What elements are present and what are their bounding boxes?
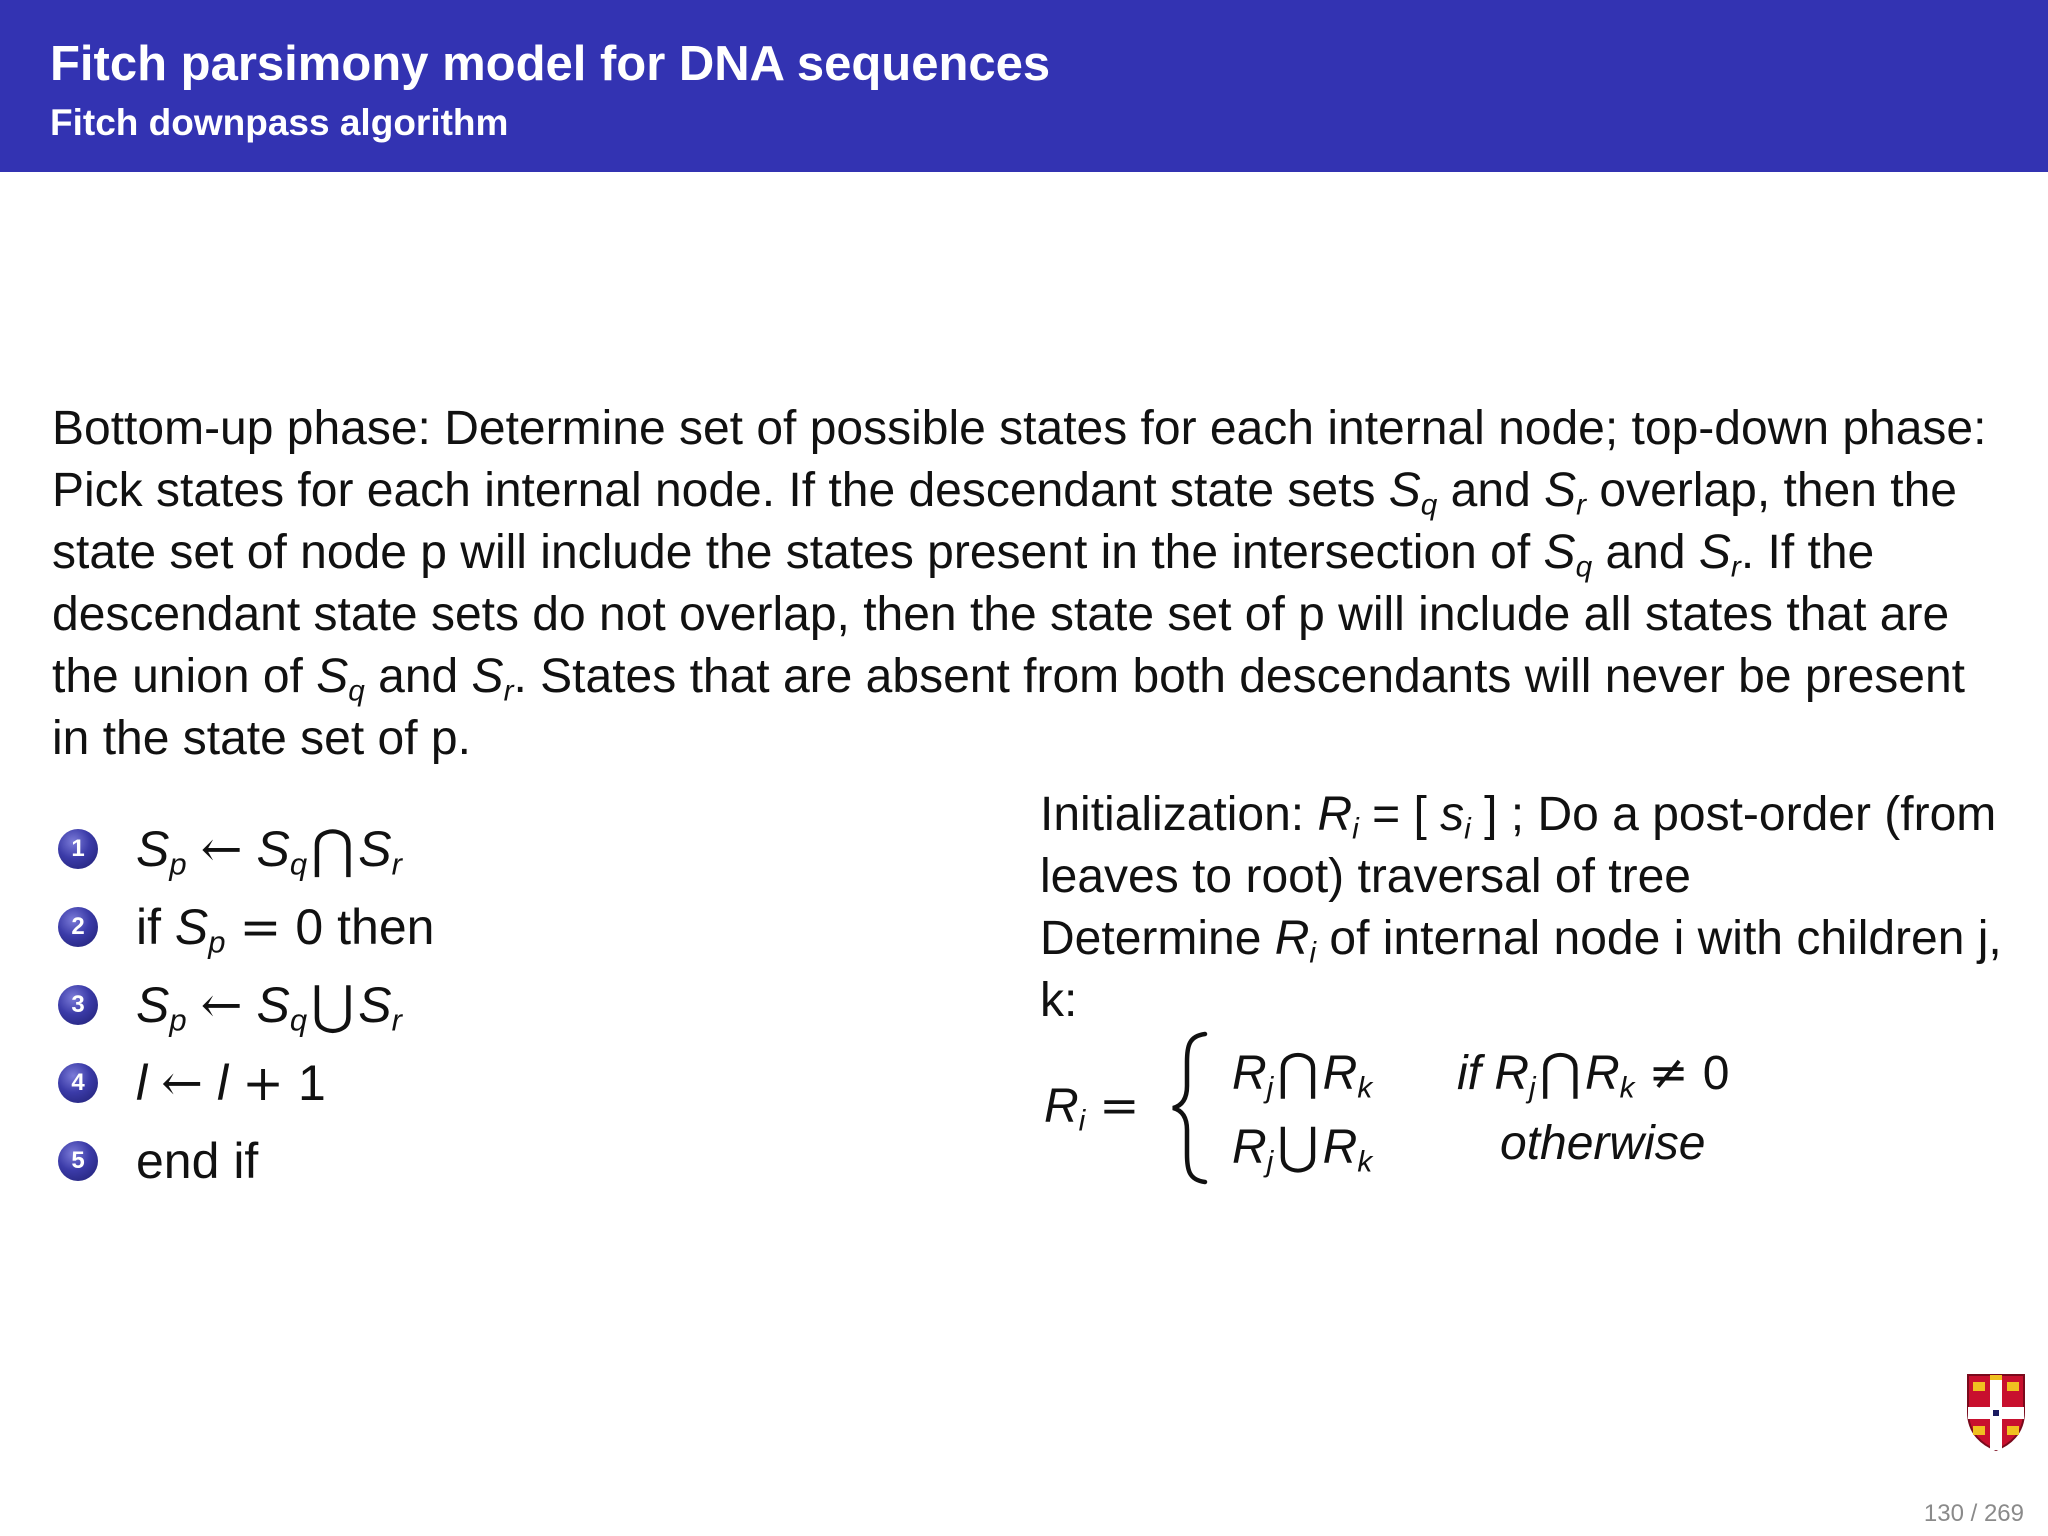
union-symbol: ⋃ bbox=[311, 974, 355, 1036]
math-sr: $S_r$ bbox=[358, 821, 402, 882]
paragraph-text: . States that are absent from both descendants will never be present in the state set of p. bbox=[52, 650, 1965, 765]
math-rj: $R_j$ bbox=[1232, 1121, 1274, 1179]
equals-symbol: = bbox=[239, 898, 282, 956]
math-sp: $S_p$ bbox=[136, 977, 187, 1038]
math-sr: $S_r$ bbox=[1698, 526, 1741, 584]
condition-value: 0 bbox=[1702, 1047, 1730, 1100]
step-number-bullet: 5 bbox=[58, 1141, 98, 1181]
math-sq: $S_q$ bbox=[256, 821, 308, 882]
condition-if: if bbox=[1457, 1047, 1495, 1100]
paragraph-text: and bbox=[1592, 526, 1699, 579]
math-rk: $R_k$ bbox=[1584, 1047, 1635, 1105]
paragraph-text: and bbox=[364, 650, 472, 703]
math-sp: $S_p$ bbox=[174, 899, 226, 960]
intersection-symbol: ⋂ bbox=[1277, 1042, 1319, 1101]
algorithm-step bbox=[58, 888, 434, 966]
math-rk: $R_k$ bbox=[1322, 1047, 1373, 1105]
math-rk: $R_k$ bbox=[1322, 1121, 1373, 1179]
paragraph-text: overlap, then the state set of node p will include the states present in the intersection of bbox=[52, 464, 1957, 579]
initialization-text bbox=[1040, 784, 2020, 1032]
plus-symbol: + bbox=[242, 1054, 285, 1112]
math-sq: $S_q$ bbox=[1388, 464, 1438, 522]
equals-symbol: = bbox=[1099, 1078, 1140, 1134]
left-brace bbox=[1169, 1030, 1209, 1186]
formula-lhs bbox=[1044, 1078, 1154, 1138]
math-rj: $R_j$ bbox=[1494, 1047, 1536, 1105]
step-number-bullet: 3 bbox=[58, 985, 98, 1025]
step-number-bullet: 2 bbox=[58, 907, 98, 947]
math-sr: $S_r$ bbox=[471, 650, 514, 708]
paragraph-text: Bottom-up phase: Determine set of possible states for each internal node; top-down phase: Pick states for each internal node. If the descendant state sets bbox=[52, 402, 1987, 517]
math-l: l bbox=[217, 1055, 229, 1111]
keyword-if: if bbox=[136, 899, 161, 955]
formula-case-intersection bbox=[1232, 1042, 1730, 1105]
math-sq: $S_q$ bbox=[256, 977, 308, 1038]
paragraph-text: and bbox=[1437, 464, 1545, 517]
keyword-then: then bbox=[337, 899, 435, 955]
left-arrow-symbol: ← bbox=[200, 976, 243, 1034]
step-number-bullet: 1 bbox=[58, 829, 98, 869]
math-sq: $S_q$ bbox=[316, 650, 365, 708]
not-equal-symbol: ≠ bbox=[1648, 1045, 1689, 1101]
intersection-symbol: ⋂ bbox=[311, 818, 355, 880]
slide-title: Fitch parsimony model for DNA sequences bbox=[50, 37, 1051, 91]
init-text: of internal node i with children j, k: bbox=[1040, 912, 2002, 1027]
description-paragraph bbox=[52, 398, 2012, 770]
slide-subtitle: Fitch downpass algorithm bbox=[50, 102, 509, 143]
step-value: 0 bbox=[295, 899, 324, 955]
math-sq: $S_q$ bbox=[1543, 526, 1593, 584]
formula-case-union bbox=[1232, 1116, 1706, 1179]
math-l: l bbox=[136, 1055, 148, 1111]
algorithm-step bbox=[58, 1044, 434, 1122]
recurrence-formula bbox=[1042, 1030, 1802, 1190]
algorithm-steps bbox=[58, 810, 434, 1200]
math-sr: $S_r$ bbox=[1544, 464, 1587, 522]
init-text: ] ; Do a post-order (from leaves to root) traversal of tree bbox=[1040, 788, 1997, 903]
math-sr: $S_r$ bbox=[358, 977, 402, 1038]
math-ri: $R_i$ bbox=[1317, 788, 1359, 846]
university-crest-icon bbox=[1965, 1372, 2027, 1452]
algorithm-step bbox=[58, 810, 434, 888]
page-number: 130 / 269 bbox=[1923, 1500, 2024, 1527]
math-sp: $S_p$ bbox=[136, 821, 187, 882]
math-rj: $R_j$ bbox=[1232, 1047, 1274, 1105]
left-arrow-symbol: ← bbox=[161, 1054, 204, 1112]
init-text: Determine bbox=[1040, 912, 1275, 965]
intersection-symbol: ⋂ bbox=[1539, 1042, 1581, 1101]
slide-header bbox=[0, 0, 2048, 172]
case-condition-otherwise: otherwise bbox=[1500, 1117, 1706, 1170]
case-condition bbox=[1457, 1042, 1730, 1105]
algorithm-step bbox=[58, 966, 434, 1044]
step-value: 1 bbox=[298, 1055, 326, 1111]
paragraph-text: . If the descendant state sets do not overlap, then the state set of p will include all states that are the union of bbox=[52, 526, 1950, 703]
step-number-bullet: 4 bbox=[58, 1063, 98, 1103]
math-ri: $R_i$ bbox=[1044, 1080, 1086, 1138]
math-si: $s_i$ bbox=[1440, 788, 1471, 846]
union-symbol: ⋃ bbox=[1277, 1116, 1319, 1175]
algorithm-step bbox=[58, 1122, 434, 1200]
init-text: = [ bbox=[1358, 788, 1441, 841]
math-ri: $R_i$ bbox=[1274, 912, 1317, 970]
left-arrow-symbol: ← bbox=[200, 820, 243, 878]
init-text: Initialization: bbox=[1040, 788, 1318, 841]
step-text: end if bbox=[136, 1133, 259, 1189]
